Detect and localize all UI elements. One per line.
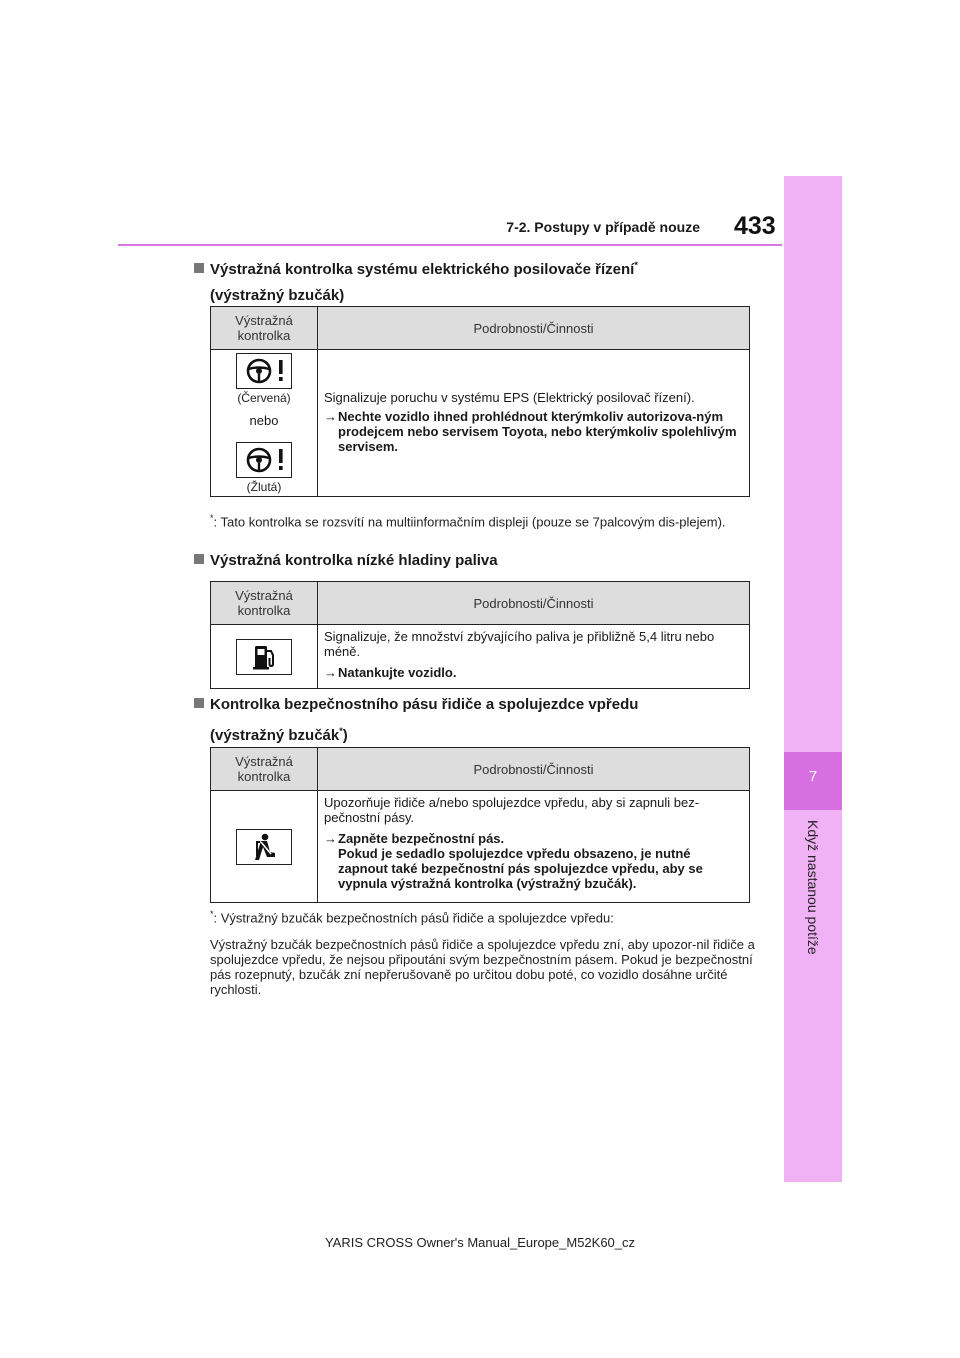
footer-text: YARIS CROSS Owner's Manual_Europe_M52K60_cz — [324, 1235, 636, 1250]
section-heading-seatbelt — [210, 692, 638, 749]
warning-table-fuel — [210, 581, 750, 689]
heading-text-line2: (výstražný bzučák — [210, 727, 340, 744]
bullet-square-icon — [194, 554, 204, 564]
bullet-square-icon — [194, 698, 204, 708]
section-heading-fuel — [210, 548, 498, 574]
detail-text: Signalizuje poruchu v systému EPS (Elektrický posilovač řízení). — [324, 390, 695, 405]
action-extra-text: Pokud je sedadlo spolujezdce vpředu obsazeno, je nutné zapnout také bezpečnostní pás spolujezdce vpředu, aby se vypnula výstražná kontrolka (výstražný bzučák). — [338, 846, 703, 891]
column-header-details: Podrobnosti/Činnosti — [318, 307, 750, 350]
footnote-mark: * — [210, 513, 214, 523]
steering-warning-icon — [236, 353, 292, 389]
details-cell — [318, 350, 750, 497]
column-header-warning-light: Výstražná kontrolka — [211, 582, 318, 625]
warning-table-eps — [210, 306, 750, 497]
page-number: 433 — [734, 212, 776, 240]
action-text: Nechte vozidlo ihned prohlédnout kterýmkoliv autorizova-ným prodejcem nebo servisem Toyota, nebo kterýmkoliv spolehlivým servisem. — [338, 409, 737, 454]
column-header-details: Podrobnosti/Činnosti — [318, 582, 750, 625]
warning-light-cell — [211, 791, 318, 903]
steering-warning-icon — [236, 442, 292, 478]
action-text: Natankujte vozidlo. — [338, 665, 457, 680]
bullet-square-icon — [194, 263, 204, 273]
footnote-seatbelt — [210, 907, 764, 925]
detail-text: Upozorňuje řidiče a/nebo spolujezdce vpředu, aby si zapnuli bez-pečnostní pásy. — [324, 795, 700, 825]
heading-text-close: ) — [342, 727, 348, 744]
footnote-text: : Tato kontrolka se rozsvítí na multiinformačním displeji (pouze se 7palcovým dis-plejem). — [213, 514, 726, 530]
footnote-mark: * — [634, 260, 638, 270]
fuel-pump-icon — [236, 639, 292, 675]
section-title: 7-2. Postupy v případě nouze — [506, 219, 700, 235]
warning-light-cell — [211, 350, 318, 497]
chapter-number: 7 — [808, 768, 818, 785]
warning-light-cell — [211, 625, 318, 689]
details-cell — [318, 625, 750, 689]
seatbelt-buzzer-paragraph: Výstražný bzučák bezpečnostních pásů řidiče a spolujezdce vpředu zní, aby upozor-nil řidiče a spolujezdce vpředu, že nejsou připoutáni svým bezpečnostním pásem. Pokud je bezpečnostní pás rozepnutý, bzučák zní nepřerušovaně po určitou dobu poté, co vozidlo dosáhne určité rychlosti. — [210, 937, 755, 997]
or-text: nebo — [249, 412, 279, 428]
details-cell — [318, 791, 750, 903]
chapter-side-tab — [784, 176, 842, 1182]
action-line — [324, 665, 743, 680]
heading-text: Kontrolka bezpečnostního pásu řidiče a spolujezdce vpředu — [210, 696, 639, 713]
icon-caption-red: (Červená) — [237, 390, 291, 405]
action-line — [324, 831, 743, 891]
heading-text: Výstražná kontrolka systému elektrického posilovače řízení — [210, 261, 635, 278]
arrow-icon: → — [324, 409, 337, 424]
arrow-icon: → — [324, 665, 337, 680]
footnote-mark: * — [339, 726, 343, 736]
section-heading-eps — [210, 252, 638, 309]
footnote-eps — [210, 511, 764, 529]
seatbelt-reminder-icon — [236, 829, 292, 865]
column-header-warning-light: Výstražná kontrolka — [211, 748, 318, 791]
action-text: Zapněte bezpečnostní pás. — [338, 831, 505, 846]
chapter-label: Když nastanou potíže — [805, 820, 821, 955]
detail-text: Signalizuje, že množství zbývajícího paliva je přibližně 5,4 litru nebo méně. — [324, 629, 715, 659]
action-line — [324, 409, 743, 454]
heading-text-line2: (výstražný bzučák) — [210, 287, 345, 304]
arrow-icon: → — [324, 831, 337, 846]
warning-table-seatbelt — [210, 747, 750, 903]
column-header-details: Podrobnosti/Činnosti — [318, 748, 750, 791]
heading-text: Výstražná kontrolka nízké hladiny paliva — [210, 552, 498, 569]
footnote-mark: * — [210, 909, 214, 919]
footnote-text: : Výstražný bzučák bezpečnostních pásů řidiče a spolujezdce vpředu: — [213, 910, 614, 926]
icon-caption-yellow: (Žlutá) — [246, 479, 282, 494]
header-rule — [118, 244, 782, 246]
column-header-warning-light: Výstražná kontrolka — [211, 307, 318, 350]
